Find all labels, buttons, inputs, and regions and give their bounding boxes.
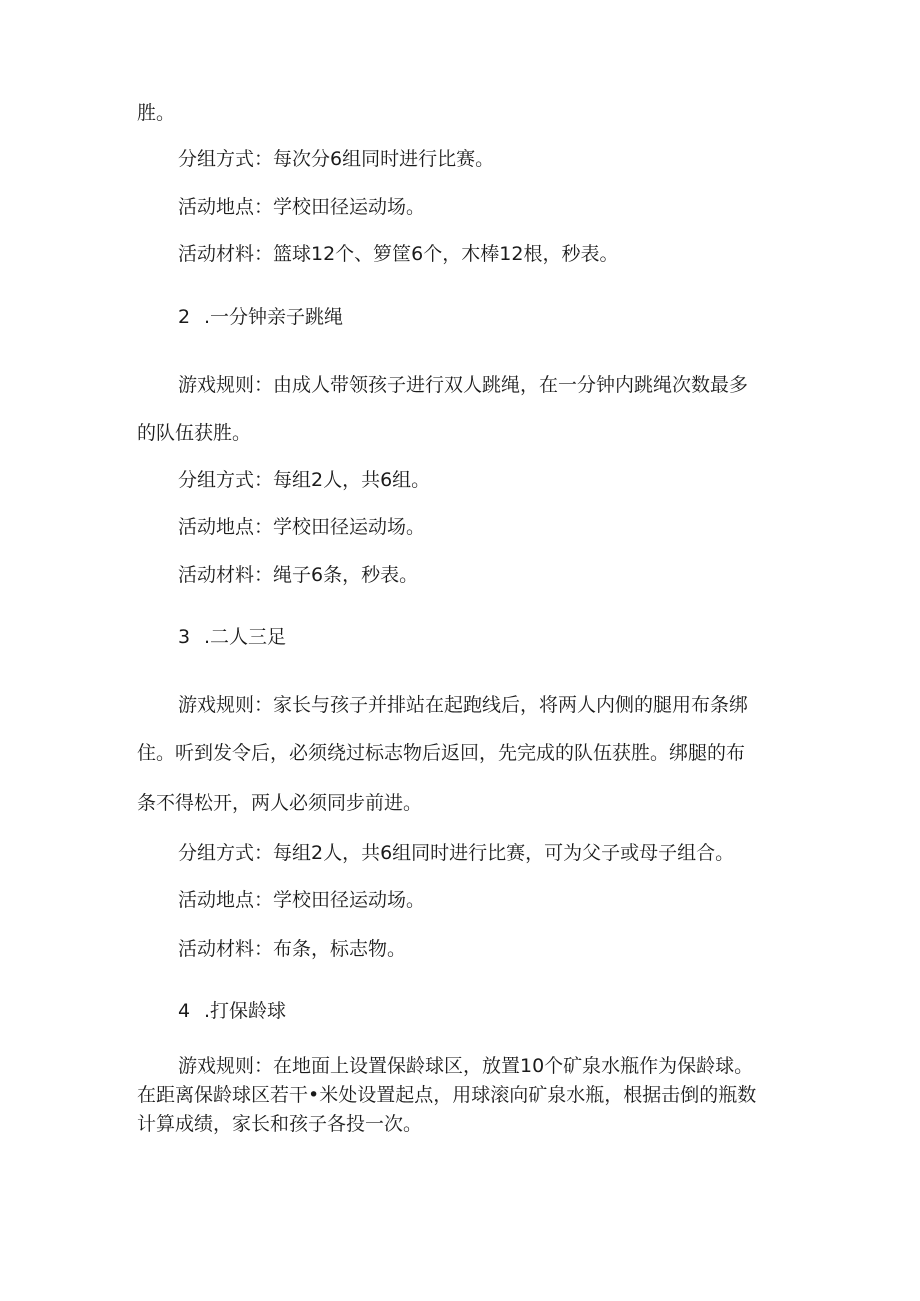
section1-materials: 活动材料：篮球12个、箩筐6个，木棒12根，秒表。 <box>178 243 619 265</box>
section2-location: 活动地点：学校田径运动场。 <box>178 516 426 538</box>
section2-number: 2 <box>178 306 191 328</box>
section2-rules-line2: 的队伍获胜。 <box>137 422 252 444</box>
section2-heading <box>178 308 343 327</box>
paragraph-continuation: 胜。 <box>137 102 176 124</box>
section1-location: 活动地点：学校田径运动场。 <box>178 196 426 218</box>
section4-rules-line1: 游戏规则：在地面上设置保龄球区，放置10个矿泉水瓶作为保龄球。 <box>178 1055 754 1077</box>
section3-materials: 活动材料：布条，标志物。 <box>178 938 407 960</box>
section2-materials: 活动材料：绳子6条，秒表。 <box>178 564 419 586</box>
section2-title: .一分钟亲子跳绳 <box>204 306 344 328</box>
section1-grouping: 分组方式：每次分6组同时进行比赛。 <box>178 148 495 170</box>
section3-rules-line3: 条不得松开，两人必须同步前进。 <box>137 792 423 814</box>
section3-grouping: 分组方式：每组2人，共6组同时进行比赛，可为父子或母子组合。 <box>178 842 735 864</box>
section4-number: 4 <box>178 1000 191 1022</box>
section2-grouping: 分组方式：每组2人，共6组。 <box>178 469 431 491</box>
section4-rules-line2: 在距离保龄球区若干•米处设置起点，用球滚向矿泉水瓶，根据击倒的瓶数 <box>137 1084 757 1106</box>
section3-rules-line1: 游戏规则：家长与孩子并排站在起跑线后，将两人内侧的腿用布条绑 <box>178 694 749 716</box>
section3-rules-line2: 住。听到发令后，必须绕过标志物后返回，先完成的队伍获胜。绑腿的布 <box>137 742 746 764</box>
section3-title: .二人三足 <box>204 626 287 648</box>
section2-rules-line1: 游戏规则：由成人带领孩子进行双人跳绳，在一分钟内跳绳次数最多 <box>178 374 749 396</box>
section4-rules-line3: 计算成绩，家长和孩子各投一次。 <box>137 1113 423 1135</box>
section4-heading <box>178 1002 286 1021</box>
section3-number: 3 <box>178 626 191 648</box>
section3-heading <box>178 628 286 647</box>
section4-title: .打保龄球 <box>204 1000 287 1022</box>
section3-location: 活动地点：学校田径运动场。 <box>178 889 426 911</box>
